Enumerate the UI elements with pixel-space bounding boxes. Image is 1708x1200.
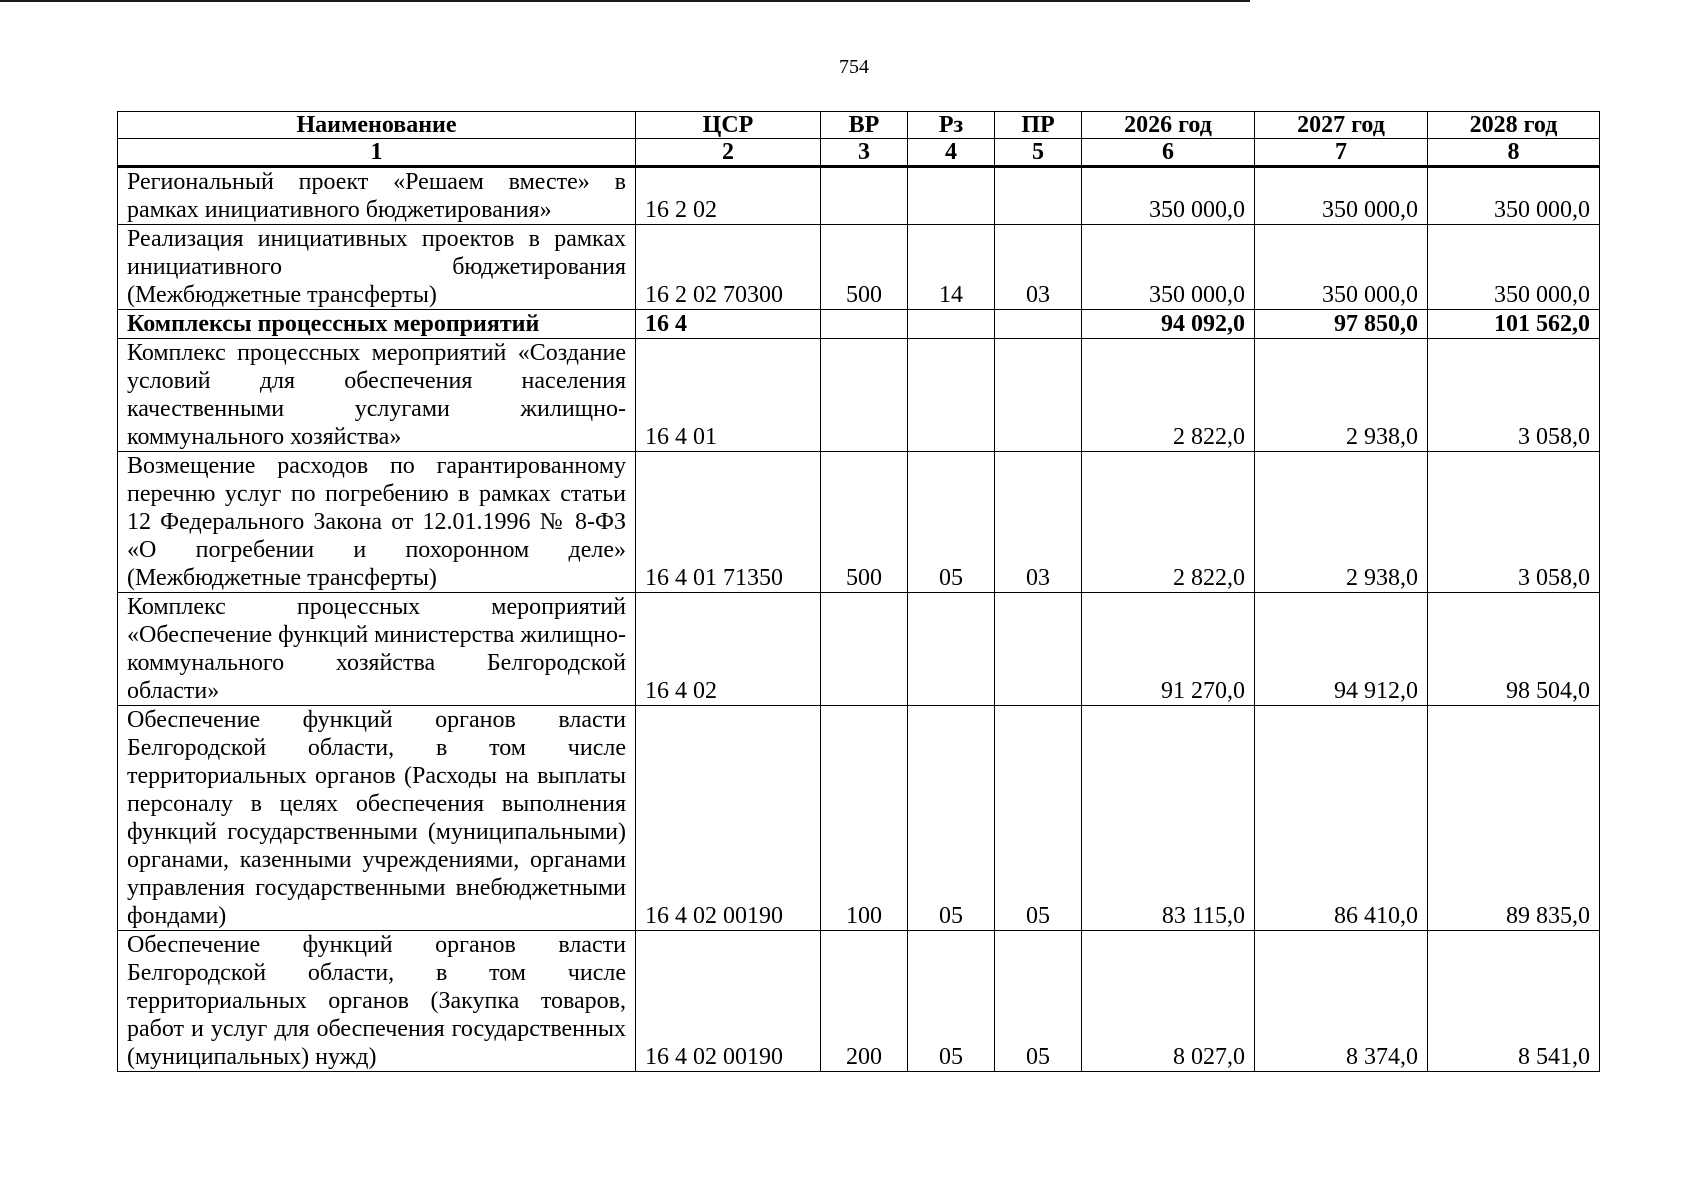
row-2028: 8 541,0 xyxy=(1428,931,1600,1072)
row-2026: 83 115,0 xyxy=(1082,706,1255,931)
table-row xyxy=(118,452,1600,593)
row-pr: 05 xyxy=(995,931,1082,1072)
row-2028: 101 562,0 xyxy=(1428,310,1600,339)
row-csr: 16 4 xyxy=(636,310,821,339)
row-vr xyxy=(821,167,908,225)
row-2027: 350 000,0 xyxy=(1255,225,1428,310)
row-csr: 16 4 02 00190 xyxy=(636,706,821,931)
row-2027: 350 000,0 xyxy=(1255,167,1428,225)
table-row xyxy=(118,593,1600,706)
row-rz xyxy=(908,339,995,452)
row-2027: 2 938,0 xyxy=(1255,452,1428,593)
column-number: 6 xyxy=(1082,139,1255,167)
row-rz xyxy=(908,167,995,225)
row-2028: 3 058,0 xyxy=(1428,452,1600,593)
column-number: 4 xyxy=(908,139,995,167)
row-csr: 16 4 02 xyxy=(636,593,821,706)
row-2027: 94 912,0 xyxy=(1255,593,1428,706)
row-rz: 14 xyxy=(908,225,995,310)
table-row xyxy=(118,167,1600,225)
row-2027: 8 374,0 xyxy=(1255,931,1428,1072)
budget-table xyxy=(117,111,1600,1072)
row-vr xyxy=(821,310,908,339)
column-number: 8 xyxy=(1428,139,1600,167)
row-2026: 94 092,0 xyxy=(1082,310,1255,339)
scan-top-edge xyxy=(0,0,1250,2)
row-2027: 2 938,0 xyxy=(1255,339,1428,452)
header-2027: 2027 год xyxy=(1255,112,1428,139)
row-pr: 03 xyxy=(995,452,1082,593)
header-2028: 2028 год xyxy=(1428,112,1600,139)
table-row xyxy=(118,339,1600,452)
row-name: Возмещение расходов по гарантированному перечню услуг по погребению в рамках статьи 12 Федерального Закона от 12.01.1996 № 8-ФЗ «О погребении и похоронном деле» (Межбюджетные трансферты) xyxy=(118,452,636,593)
row-csr: 16 4 01 71350 xyxy=(636,452,821,593)
row-name: Комплекс процессных мероприятий «Обеспечение функций министерства жилищно-коммунального хозяйства Белгородской области» xyxy=(118,593,636,706)
table-row xyxy=(118,225,1600,310)
row-pr xyxy=(995,310,1082,339)
column-number: 3 xyxy=(821,139,908,167)
row-2028: 350 000,0 xyxy=(1428,167,1600,225)
row-rz xyxy=(908,310,995,339)
row-name: Обеспечение функций органов власти Белгородской области, в том числе территориальных органов (Расходы на выплаты персоналу в целях обеспечения выполнения функций государственными (муниципальными) органами, казенными учреждениями, органами управления государственными внебюджетными фондами) xyxy=(118,706,636,931)
row-vr: 500 xyxy=(821,452,908,593)
column-number: 7 xyxy=(1255,139,1428,167)
column-number: 2 xyxy=(636,139,821,167)
row-pr xyxy=(995,593,1082,706)
row-csr: 16 4 01 xyxy=(636,339,821,452)
row-2027: 97 850,0 xyxy=(1255,310,1428,339)
column-number: 1 xyxy=(118,139,636,167)
header-row xyxy=(118,112,1600,139)
header-name: Наименование xyxy=(118,112,636,139)
column-number: 5 xyxy=(995,139,1082,167)
table-row xyxy=(118,310,1600,339)
row-2026: 2 822,0 xyxy=(1082,339,1255,452)
header-csr: ЦСР xyxy=(636,112,821,139)
row-name: Комплексы процессных мероприятий xyxy=(118,310,636,339)
row-vr: 500 xyxy=(821,225,908,310)
row-name: Реализация инициативных проектов в рамках инициативного бюджетирования (Межбюджетные трансферты) xyxy=(118,225,636,310)
row-csr: 16 4 02 00190 xyxy=(636,931,821,1072)
row-rz xyxy=(908,593,995,706)
table-row xyxy=(118,706,1600,931)
row-2026: 91 270,0 xyxy=(1082,593,1255,706)
page-number: 754 xyxy=(839,56,869,78)
row-vr: 200 xyxy=(821,931,908,1072)
row-pr xyxy=(995,167,1082,225)
row-2026: 8 027,0 xyxy=(1082,931,1255,1072)
row-name: Комплекс процессных мероприятий «Создание условий для обеспечения населения качественными услугами жилищно-коммунального хозяйства» xyxy=(118,339,636,452)
row-rz: 05 xyxy=(908,706,995,931)
row-2028: 350 000,0 xyxy=(1428,225,1600,310)
column-number-row xyxy=(118,139,1600,167)
header-vr: ВР xyxy=(821,112,908,139)
row-2026: 350 000,0 xyxy=(1082,225,1255,310)
row-2027: 86 410,0 xyxy=(1255,706,1428,931)
row-vr xyxy=(821,339,908,452)
row-2028: 3 058,0 xyxy=(1428,339,1600,452)
header-rz: Рз xyxy=(908,112,995,139)
row-rz: 05 xyxy=(908,931,995,1072)
row-name: Региональный проект «Решаем вместе» в рамках инициативного бюджетирования» xyxy=(118,167,636,225)
row-name: Обеспечение функций органов власти Белгородской области, в том числе территориальных органов (Закупка товаров, работ и услуг для обеспечения государственных (муниципальных) нужд) xyxy=(118,931,636,1072)
row-vr xyxy=(821,593,908,706)
row-pr xyxy=(995,339,1082,452)
table-row xyxy=(118,931,1600,1072)
row-2028: 98 504,0 xyxy=(1428,593,1600,706)
row-csr: 16 2 02 70300 xyxy=(636,225,821,310)
header-pr: ПР xyxy=(995,112,1082,139)
row-csr: 16 2 02 xyxy=(636,167,821,225)
row-2026: 2 822,0 xyxy=(1082,452,1255,593)
row-vr: 100 xyxy=(821,706,908,931)
row-pr: 05 xyxy=(995,706,1082,931)
row-2026: 350 000,0 xyxy=(1082,167,1255,225)
row-rz: 05 xyxy=(908,452,995,593)
row-pr: 03 xyxy=(995,225,1082,310)
row-2028: 89 835,0 xyxy=(1428,706,1600,931)
header-2026: 2026 год xyxy=(1082,112,1255,139)
